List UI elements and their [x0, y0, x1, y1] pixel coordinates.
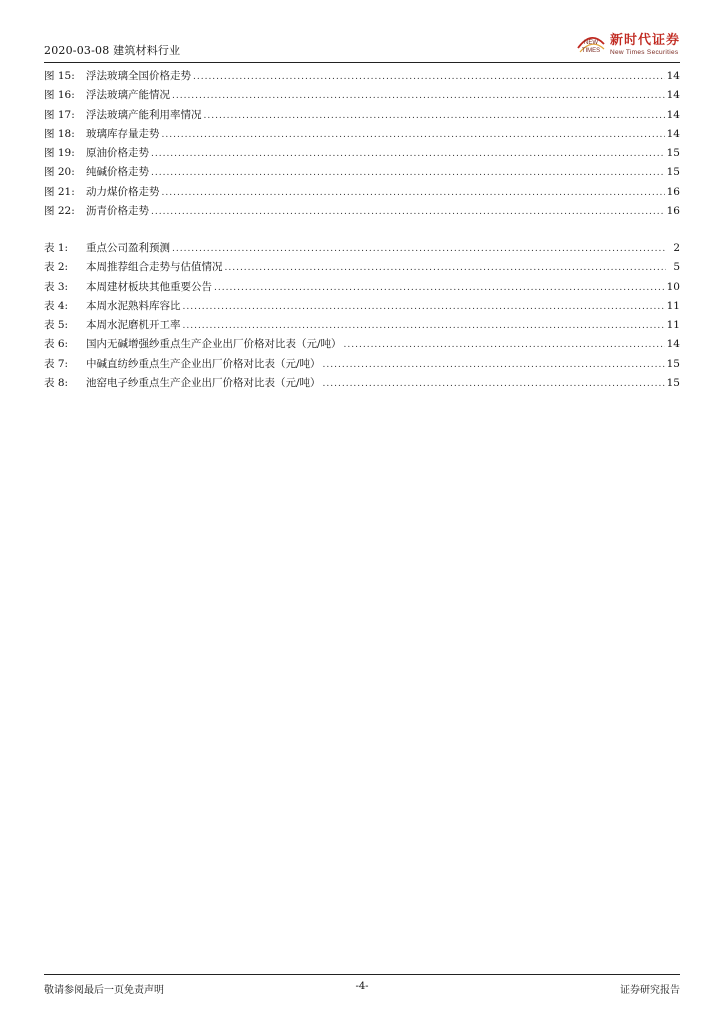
figure-label: 图 18: — [44, 127, 75, 140]
table-page: 2 — [673, 242, 680, 254]
table-title: 池窑电子纱重点生产企业出厂价格对比表（元/吨） — [86, 377, 321, 390]
toc-row-figure[interactable] — [44, 203, 680, 222]
figure-title: 玻璃库存量走势 — [86, 127, 160, 140]
figure-label: 图 22: — [44, 205, 75, 218]
table-title: 本周推荐组合走势与估值情况 — [86, 261, 223, 274]
figure-title: 纯碱价格走势 — [86, 166, 149, 179]
dot-leader — [344, 340, 665, 350]
figure-page: 14 — [666, 89, 680, 102]
report-date-industry: 2020-03-08 建筑材料行业 — [44, 44, 181, 57]
dot-leader — [151, 207, 665, 217]
table-label: 表 6: — [44, 338, 69, 351]
figure-title: 浮法玻璃产能利用率情况 — [86, 108, 202, 121]
figure-title: 沥青价格走势 — [86, 205, 149, 218]
table-page: 15 — [666, 377, 680, 390]
toc-row-table[interactable] — [44, 336, 680, 355]
toc-row-table[interactable] — [44, 279, 680, 298]
figure-page: 14 — [666, 70, 680, 82]
table-title: 国内无碱增强纱重点生产企业出厂价格对比表（元/吨） — [86, 338, 342, 351]
logo-mark-graphic — [576, 32, 606, 58]
footer-disclaimer: 敬请参阅最后一页免责声明 — [44, 985, 164, 996]
table-label: 表 2: — [44, 261, 69, 274]
dot-leader — [204, 111, 665, 121]
dot-leader — [225, 263, 667, 273]
toc-row-table[interactable] — [44, 259, 680, 278]
dot-leader — [183, 302, 665, 312]
figure-title: 原油价格走势 — [86, 147, 149, 160]
table-label: 表 7: — [44, 357, 69, 370]
figure-page: 15 — [666, 147, 680, 160]
table-label: 表 4: — [44, 299, 69, 312]
logo-mark-line-2: TIMES — [581, 48, 601, 54]
figure-label: 图 21: — [44, 185, 75, 198]
table-page: 15 — [666, 357, 680, 370]
toc-row-table[interactable] — [44, 240, 680, 259]
page-header — [44, 30, 680, 63]
figure-title: 浮法玻璃全国价格走势 — [86, 70, 191, 82]
table-title: 本周水泥磨机开工率 — [86, 319, 181, 332]
table-title: 重点公司盈利预测 — [86, 242, 170, 254]
logo-name-cn: 新时代证券 — [609, 32, 680, 48]
table-label: 表 8: — [44, 377, 69, 390]
dot-leader — [162, 130, 665, 140]
footer-page-number: -4- — [355, 981, 369, 992]
toc-row-table[interactable] — [44, 317, 680, 336]
figure-page: 15 — [666, 166, 680, 179]
figure-label: 图 19: — [44, 147, 75, 160]
figure-page: 14 — [666, 108, 680, 121]
dot-leader — [323, 379, 665, 389]
table-page: 5 — [673, 261, 680, 274]
table-label: 表 3: — [44, 280, 69, 293]
table-page: 10 — [666, 280, 680, 293]
dot-leader — [151, 149, 665, 159]
figure-title: 浮法玻璃产能情况 — [86, 89, 170, 102]
table-page: 11 — [666, 299, 680, 312]
table-page: 11 — [666, 319, 680, 332]
toc-row-figure[interactable] — [44, 164, 680, 183]
figure-index — [44, 68, 680, 222]
table-page: 14 — [666, 338, 680, 351]
page-footer — [44, 974, 680, 997]
dot-leader — [323, 360, 665, 370]
dot-leader — [151, 168, 665, 178]
dot-leader — [214, 283, 665, 293]
table-label: 表 1: — [44, 242, 69, 254]
figure-label: 图 17: — [44, 108, 75, 121]
table-label: 表 5: — [44, 319, 69, 332]
dot-leader — [162, 188, 665, 198]
logo-name-en: New Times Securities — [609, 48, 679, 56]
figure-title: 动力煤价格走势 — [86, 185, 160, 198]
figure-label: 图 15: — [44, 70, 75, 82]
toc-row-figure[interactable] — [44, 87, 680, 106]
toc-row-figure[interactable] — [44, 126, 680, 145]
table-index — [44, 240, 680, 394]
toc-row-figure[interactable] — [44, 68, 680, 87]
figure-label: 图 16: — [44, 89, 75, 102]
figure-page: 16 — [666, 205, 680, 218]
logo-mark-icon — [576, 32, 606, 58]
company-logo — [576, 30, 680, 60]
table-title: 本周水泥熟料库容比 — [86, 299, 181, 312]
figure-page: 14 — [666, 127, 680, 140]
footer-report-type: 证券研究报告 — [620, 985, 680, 996]
toc-row-figure[interactable] — [44, 107, 680, 126]
toc-row-table[interactable] — [44, 298, 680, 317]
figure-page: 16 — [666, 185, 680, 198]
toc-row-figure[interactable] — [44, 145, 680, 164]
dot-leader — [172, 91, 665, 101]
toc-row-figure[interactable] — [44, 184, 680, 203]
logo-mark-line-1: NEW — [583, 40, 598, 46]
dot-leader — [183, 321, 665, 331]
figure-label: 图 20: — [44, 166, 75, 179]
toc-row-table[interactable] — [44, 356, 680, 375]
table-title: 本周建材板块其他重要公告 — [86, 280, 212, 293]
toc-row-table[interactable] — [44, 375, 680, 394]
table-title: 中碱直纺纱重点生产企业出厂价格对比表（元/吨） — [86, 357, 321, 370]
logo-text — [610, 34, 680, 57]
dot-leader — [172, 244, 666, 254]
dot-leader — [193, 72, 665, 82]
